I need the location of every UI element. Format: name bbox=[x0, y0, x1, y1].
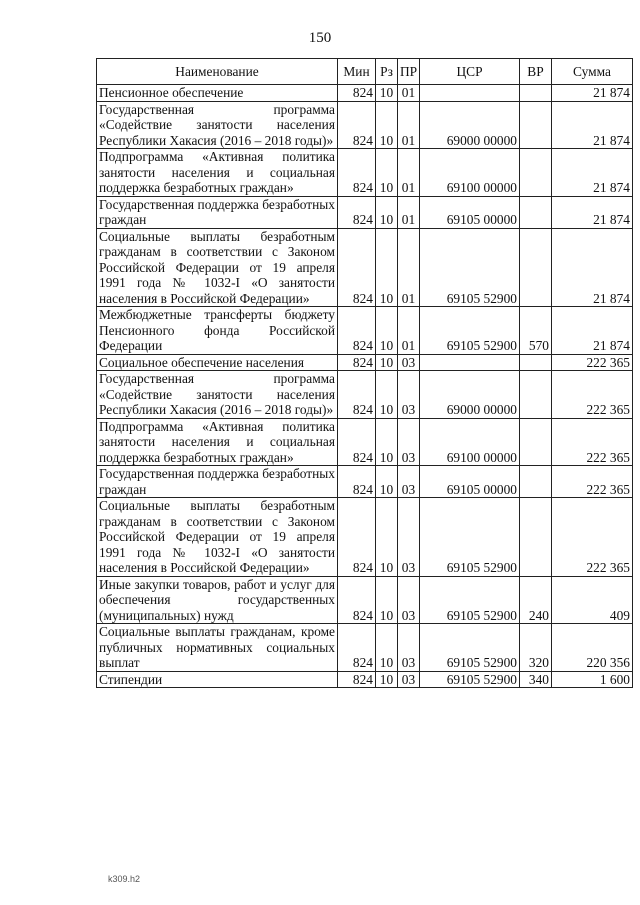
cell-pr: 01 bbox=[398, 228, 420, 307]
cell-vr bbox=[520, 85, 552, 102]
cell-pr: 03 bbox=[398, 671, 420, 688]
cell-sum: 222 365 bbox=[552, 354, 633, 371]
table-row bbox=[97, 624, 633, 672]
cell-name: Государственная поддержка безработных граждан bbox=[97, 196, 338, 228]
cell-sum: 222 365 bbox=[552, 418, 633, 466]
cell-vr bbox=[520, 371, 552, 419]
table-row bbox=[97, 418, 633, 466]
cell-rz: 10 bbox=[376, 418, 398, 466]
cell-min: 824 bbox=[338, 371, 376, 419]
cell-min: 824 bbox=[338, 418, 376, 466]
cell-pr: 01 bbox=[398, 149, 420, 197]
cell-min: 824 bbox=[338, 85, 376, 102]
cell-min: 824 bbox=[338, 498, 376, 577]
cell-vr: 240 bbox=[520, 576, 552, 624]
table-row bbox=[97, 498, 633, 577]
cell-rz: 10 bbox=[376, 85, 398, 102]
cell-csr: 69105 52900 bbox=[420, 498, 520, 577]
table-row bbox=[97, 671, 633, 688]
cell-vr bbox=[520, 149, 552, 197]
cell-csr: 69100 00000 bbox=[420, 418, 520, 466]
footer-code: k309.h2 bbox=[108, 874, 141, 884]
table-row bbox=[97, 307, 633, 355]
cell-rz: 10 bbox=[376, 371, 398, 419]
cell-name: Пенсионное обеспечение bbox=[97, 85, 338, 102]
cell-min: 824 bbox=[338, 466, 376, 498]
cell-sum: 21 874 bbox=[552, 149, 633, 197]
cell-name: Социальные выплаты гражданам, кроме публичных нормативных социальных выплат bbox=[97, 624, 338, 672]
cell-sum: 1 600 bbox=[552, 671, 633, 688]
header-vr: ВР bbox=[520, 59, 552, 85]
cell-min: 824 bbox=[338, 576, 376, 624]
cell-csr bbox=[420, 85, 520, 102]
cell-vr bbox=[520, 228, 552, 307]
cell-pr: 01 bbox=[398, 307, 420, 355]
header-rz: Рз bbox=[376, 59, 398, 85]
cell-rz: 10 bbox=[376, 671, 398, 688]
cell-rz: 10 bbox=[376, 354, 398, 371]
cell-min: 824 bbox=[338, 624, 376, 672]
header-csr: ЦСР bbox=[420, 59, 520, 85]
table-row bbox=[97, 228, 633, 307]
cell-name: Государственная программа «Содействие занятости населения Республики Хакасия (2016 – 2018 годы)» bbox=[97, 101, 338, 149]
cell-vr: 320 bbox=[520, 624, 552, 672]
cell-pr: 03 bbox=[398, 498, 420, 577]
table-row bbox=[97, 149, 633, 197]
cell-name: Государственная программа «Содействие занятости населения Республики Хакасия (2016 – 2018 годы)» bbox=[97, 371, 338, 419]
cell-name: Социальные выплаты безработным гражданам в соответствии с Законом Российской Федерации от 19 апреля 1991 года № 1032-I «О занятости населения в Российской Федерации» bbox=[97, 228, 338, 307]
cell-name: Государственная поддержка безработных граждан bbox=[97, 466, 338, 498]
header-pr: ПР bbox=[398, 59, 420, 85]
table-row bbox=[97, 466, 633, 498]
cell-min: 824 bbox=[338, 307, 376, 355]
cell-name: Подпрограмма «Активная политика занятости населения и социальная поддержка безработных граждан» bbox=[97, 418, 338, 466]
cell-vr bbox=[520, 101, 552, 149]
cell-pr: 03 bbox=[398, 418, 420, 466]
cell-sum: 21 874 bbox=[552, 196, 633, 228]
cell-pr: 01 bbox=[398, 196, 420, 228]
cell-rz: 10 bbox=[376, 498, 398, 577]
page-number: 150 bbox=[308, 30, 332, 46]
cell-name: Социальное обеспечение населения bbox=[97, 354, 338, 371]
cell-min: 824 bbox=[338, 228, 376, 307]
table-row bbox=[97, 354, 633, 371]
table-row bbox=[97, 371, 633, 419]
cell-vr bbox=[520, 498, 552, 577]
cell-rz: 10 bbox=[376, 101, 398, 149]
cell-rz: 10 bbox=[376, 196, 398, 228]
cell-csr: 69000 00000 bbox=[420, 101, 520, 149]
cell-rz: 10 bbox=[376, 149, 398, 197]
cell-pr: 03 bbox=[398, 371, 420, 419]
header-min: Мин bbox=[338, 59, 376, 85]
table-row bbox=[97, 101, 633, 149]
table-row bbox=[97, 576, 633, 624]
cell-vr bbox=[520, 196, 552, 228]
cell-rz: 10 bbox=[376, 228, 398, 307]
table-header-row bbox=[97, 59, 633, 85]
cell-pr: 01 bbox=[398, 101, 420, 149]
cell-vr: 570 bbox=[520, 307, 552, 355]
cell-pr: 03 bbox=[398, 354, 420, 371]
cell-vr bbox=[520, 466, 552, 498]
cell-pr: 03 bbox=[398, 576, 420, 624]
header-name: Наименование bbox=[97, 59, 338, 85]
cell-vr bbox=[520, 354, 552, 371]
budget-table bbox=[96, 58, 633, 688]
cell-sum: 409 bbox=[552, 576, 633, 624]
cell-rz: 10 bbox=[376, 466, 398, 498]
cell-sum: 21 874 bbox=[552, 307, 633, 355]
cell-name: Социальные выплаты безработным гражданам в соответствии с Законом Российской Федерации от 19 апреля 1991 года № 1032-I «О занятости населения в Российской Федерации» bbox=[97, 498, 338, 577]
cell-csr: 69100 00000 bbox=[420, 149, 520, 197]
cell-rz: 10 bbox=[376, 307, 398, 355]
cell-pr: 03 bbox=[398, 466, 420, 498]
header-sum: Сумма bbox=[552, 59, 633, 85]
cell-vr: 340 bbox=[520, 671, 552, 688]
cell-pr: 01 bbox=[398, 85, 420, 102]
cell-sum: 222 365 bbox=[552, 371, 633, 419]
cell-csr bbox=[420, 354, 520, 371]
cell-min: 824 bbox=[338, 101, 376, 149]
cell-min: 824 bbox=[338, 354, 376, 371]
cell-sum: 220 356 bbox=[552, 624, 633, 672]
cell-csr: 69105 52900 bbox=[420, 624, 520, 672]
cell-rz: 10 bbox=[376, 576, 398, 624]
cell-min: 824 bbox=[338, 149, 376, 197]
cell-name: Стипендии bbox=[97, 671, 338, 688]
cell-csr: 69105 52900 bbox=[420, 228, 520, 307]
cell-csr: 69105 52900 bbox=[420, 307, 520, 355]
cell-csr: 69105 52900 bbox=[420, 576, 520, 624]
cell-name: Подпрограмма «Активная политика занятости населения и социальная поддержка безработных граждан» bbox=[97, 149, 338, 197]
cell-sum: 21 874 bbox=[552, 228, 633, 307]
cell-csr: 69105 52900 bbox=[420, 671, 520, 688]
cell-rz: 10 bbox=[376, 624, 398, 672]
cell-pr: 03 bbox=[398, 624, 420, 672]
cell-csr: 69000 00000 bbox=[420, 371, 520, 419]
cell-vr bbox=[520, 418, 552, 466]
cell-min: 824 bbox=[338, 196, 376, 228]
cell-name: Межбюджетные трансферты бюджету Пенсионного фонда Российской Федерации bbox=[97, 307, 338, 355]
cell-sum: 21 874 bbox=[552, 101, 633, 149]
table-row bbox=[97, 85, 633, 102]
cell-sum: 21 874 bbox=[552, 85, 633, 102]
cell-name: Иные закупки товаров, работ и услуг для обеспечения государственных (муниципальных) нужд bbox=[97, 576, 338, 624]
table-row bbox=[97, 196, 633, 228]
cell-sum: 222 365 bbox=[552, 466, 633, 498]
cell-csr: 69105 00000 bbox=[420, 196, 520, 228]
cell-sum: 222 365 bbox=[552, 498, 633, 577]
cell-min: 824 bbox=[338, 671, 376, 688]
cell-csr: 69105 00000 bbox=[420, 466, 520, 498]
